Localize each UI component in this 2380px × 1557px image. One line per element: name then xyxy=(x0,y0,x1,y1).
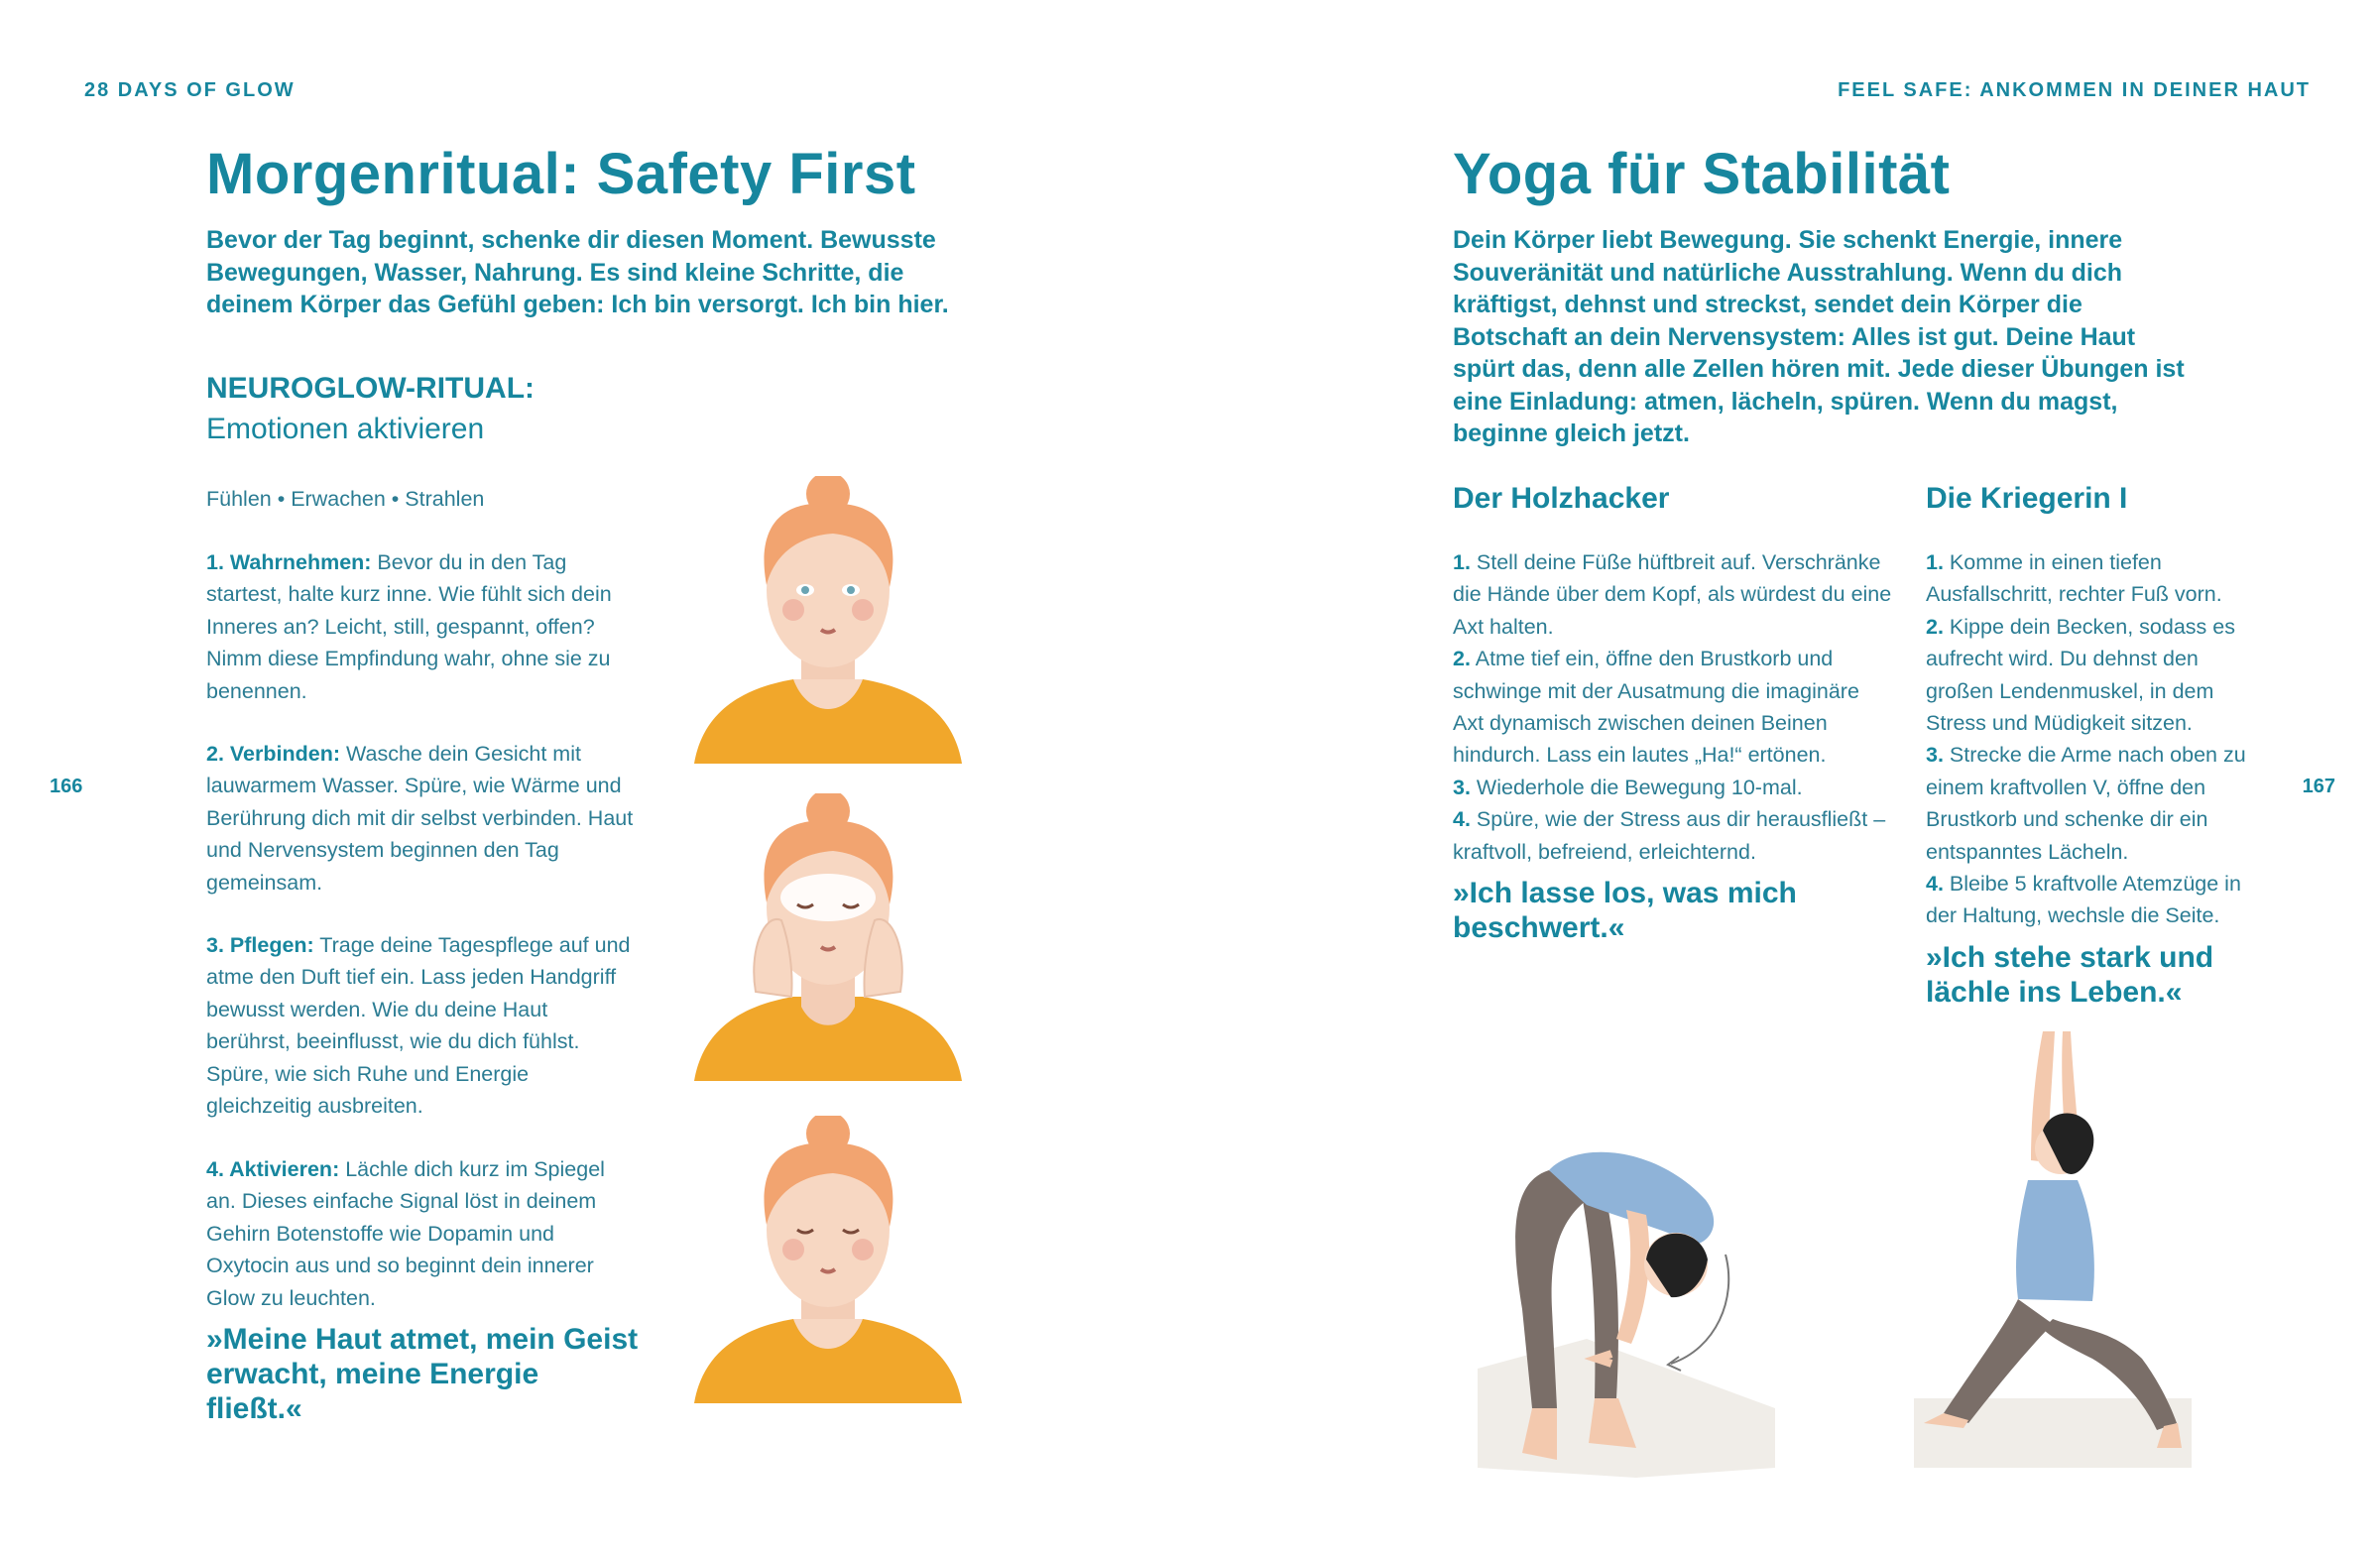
exercise-title-holzhacker: Der Holzhacker xyxy=(1453,482,1670,515)
exercise-step xyxy=(1926,611,2258,740)
face-illustration-eyes-closed xyxy=(694,1116,962,1403)
ritual-keywords: Fühlen • Erwachen • Strahlen xyxy=(206,487,485,511)
step-number: 4. xyxy=(1926,872,1944,897)
face-illustration-eyes-open xyxy=(694,476,962,764)
page-number-left: 166 xyxy=(50,776,83,797)
step-text: Komme in einen tiefen Ausfallschritt, rechter Fuß vorn. xyxy=(1926,550,2222,607)
running-header-right: FEEL SAFE: ANKOMMEN IN DEINER HAUT xyxy=(1838,79,2311,101)
exercise-step xyxy=(1453,643,1894,772)
exercise-steps-kriegerin xyxy=(1926,546,2258,1010)
step-number: 2. xyxy=(1926,614,1944,639)
step-text: Stell deine Füße hüftbreit auf. Verschränke die Hände über dem Kopf, als würdest du eine Axt halten. xyxy=(1453,550,1892,639)
step-text: Spüre, wie der Stress aus dir herausfließt – kraftvoll, befreiend, erleichternd. xyxy=(1453,807,1886,864)
ritual-step-2 xyxy=(206,738,635,898)
step-label: 1. Wahrnehmen: xyxy=(206,550,372,574)
ritual-subtitle: Emotionen aktivieren xyxy=(206,413,485,445)
running-header-left: 28 DAYS OF GLOW xyxy=(84,79,296,101)
page-number-right: 167 xyxy=(2302,776,2335,797)
exercise-step xyxy=(1453,546,1894,643)
ritual-step-4 xyxy=(206,1153,635,1314)
yoga-woodchopper-illustration xyxy=(1478,1111,1775,1488)
step-text: Wiederhole die Bewegung 10-mal. xyxy=(1470,775,1803,799)
exercise-step xyxy=(1926,546,2258,611)
step-label: 3. Pflegen: xyxy=(206,933,314,957)
exercise-title-kriegerin: Die Kriegerin I xyxy=(1926,482,2128,515)
quote-holzhacker: »Ich lasse los, was mich beschwert.« xyxy=(1453,877,1797,945)
ritual-title: NEUROGLOW-RITUAL: xyxy=(206,372,536,405)
page-title-right: Yoga für Stabilität xyxy=(1453,142,1951,206)
step-text: Wasche dein Gesicht mit lauwarmem Wasser. Spüre, wie Wärme und Berührung dich mit dir selbst verbinden. Haut und Nervensystem beginnen den Tag gemeinsam. xyxy=(206,742,634,895)
step-label: 2. Verbinden: xyxy=(206,742,341,766)
step-text: Atme tief ein, öffne den Brustkorb und schwinge mit der Ausatmung die imaginäre Axt dynamisch zwischen deinen Beinen hindurch. Lass ein lautes „Ha!“ ertönen. xyxy=(1453,647,1859,768)
step-label: 4. Aktivieren: xyxy=(206,1157,340,1181)
step-text: Lächle dich kurz im Spiegel an. Dieses einfache Signal löst in deinem Gehirn Botenstoffe wie Dopamin und Oxytocin aus und so beginnt dein innerer Glow zu leuchten. xyxy=(206,1157,605,1310)
step-number: 3. xyxy=(1453,775,1471,799)
step-number: 2. xyxy=(1453,647,1471,671)
face-illustration-washing xyxy=(694,793,962,1081)
right-page xyxy=(1190,0,2380,1557)
step-text: Kippe dein Becken, sodass es aufrecht wird. Du dehnst den großen Lendenmuskel, in dem Stress und Müdigkeit sitzen. xyxy=(1926,614,2235,736)
step-number: 4. xyxy=(1453,807,1471,832)
intro-right: Dein Körper liebt Bewegung. Sie schenkt Energie, innere Souveränität und natürliche Ausstrahlung. Wenn du dich kräftigst, dehnst und streckst, sendet dein Körper die Botschaft an dein Nervensystem: Alles ist gut. Deine Haut spürt das, denn alle Zellen hören mit. Jede dieser Übungen ist eine Einladung: atmen, lächeln, spüren. Wenn du magst, beginne gleich jetzt. xyxy=(1453,226,2185,447)
step-number: 1. xyxy=(1926,550,1944,574)
quote-kriegerin: »Ich stehe stark und lächle ins Leben.« xyxy=(1926,940,2214,1009)
exercise-step xyxy=(1453,803,1894,868)
exercise-step xyxy=(1926,739,2258,868)
exercise-steps-holzhacker xyxy=(1453,546,1894,945)
quote-left: »Meine Haut atmet, mein Geist erwacht, meine Energie fließt.« xyxy=(206,1323,639,1425)
ritual-step-3 xyxy=(206,929,635,1122)
page-title-left: Morgenritual: Safety First xyxy=(206,142,916,206)
step-text: Bleibe 5 kraftvolle Atemzüge in der Haltung, wechsle die Seite. xyxy=(1926,872,2241,928)
step-text: Trage deine Tagespflege auf und atme den Duft tief ein. Lass jeden Handgriff bewusst werden. Wie du deine Haut berührst, beeinflusst, wie du dich fühlst. Spüre, wie sich Ruhe und Energie gleichzeitig ausbreiten. xyxy=(206,933,631,1119)
intro-left: Bevor der Tag beginnt, schenke dir diesen Moment. Bewusste Bewegungen, Wasser, Nahrung. Es sind kleine Schritte, die deinem Körper das Gefühl geben: Ich bin versorgt. Ich bin hier. xyxy=(206,226,949,318)
step-text: Bevor du in den Tag startest, halte kurz inne. Wie fühlt sich dein Inneres an? Leicht, still, gespannt, offen? Nimm diese Empfindung wahr, ohne sie zu benennen. xyxy=(206,550,612,703)
exercise-step xyxy=(1926,868,2258,932)
step-text: Strecke die Arme nach oben zu einem kraftvollen V, öffne den Brustkorb und schenke dir ein entspanntes Lächeln. xyxy=(1926,743,2246,864)
yoga-warrior-illustration xyxy=(1904,1031,2202,1478)
ritual-step-1 xyxy=(206,546,635,707)
step-number: 3. xyxy=(1926,743,1944,768)
exercise-step xyxy=(1453,772,1894,803)
step-number: 1. xyxy=(1453,550,1471,574)
